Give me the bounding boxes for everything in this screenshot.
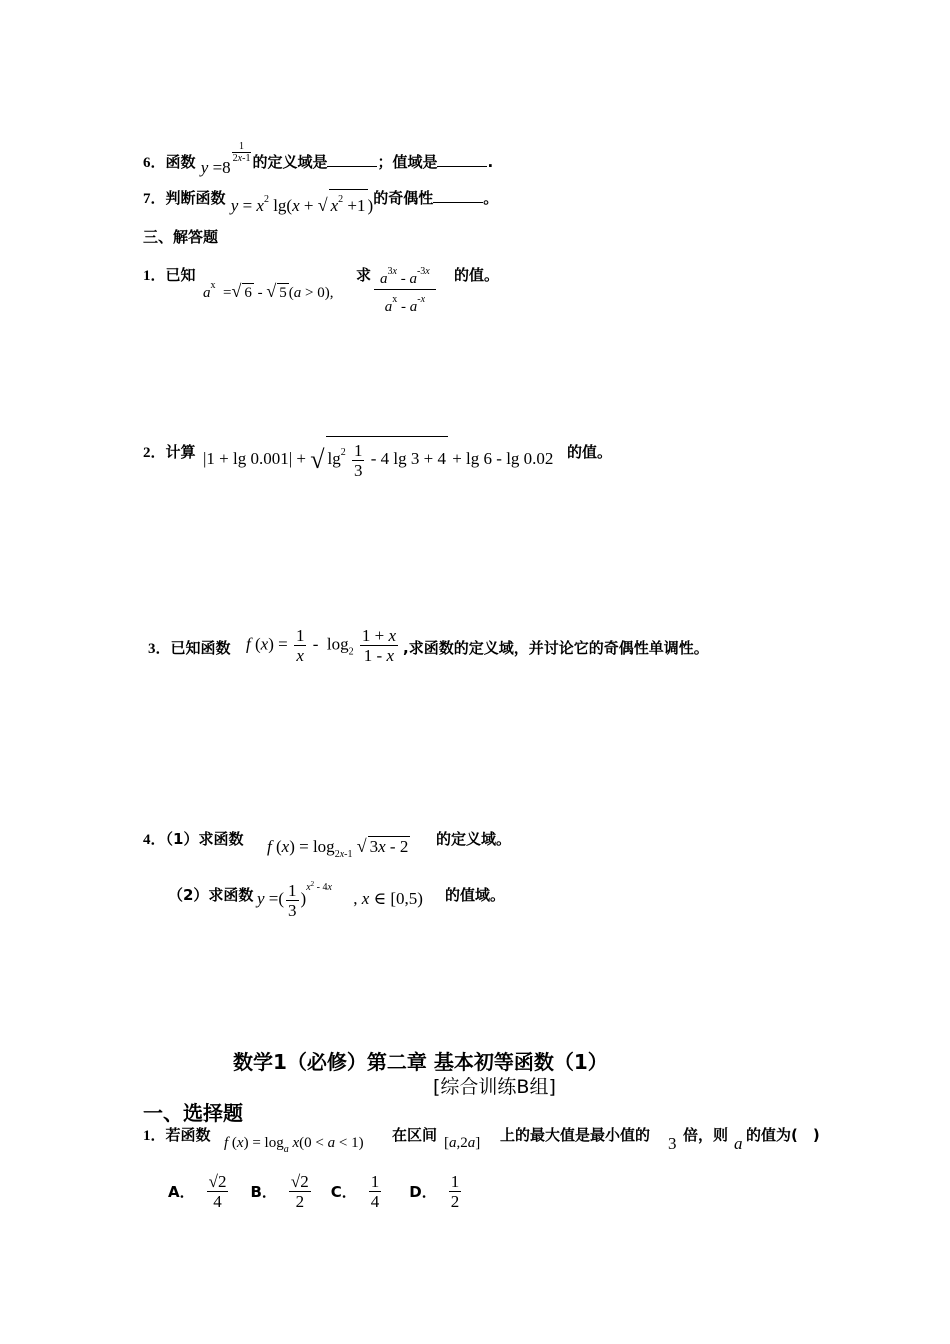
option-a-value[interactable]: $\frac{√2}{4}$: [208, 1172, 227, 1211]
formula-a4-1: f $(x) = \log_{2x-1}$ √ 3x - 2: [267, 836, 409, 860]
answer-question-3: 3．已知函数: [148, 639, 231, 657]
section-heading: 三、解答题: [143, 228, 219, 246]
answer-question-1: 1．已知: [143, 266, 196, 284]
a1-post: 的值。: [454, 266, 500, 284]
answer-blank[interactable]: [437, 152, 487, 167]
b1-var-a: a: [734, 1134, 743, 1153]
option-b-label[interactable]: B．: [250, 1182, 277, 1201]
b1-post: 的值为( ): [746, 1126, 820, 1144]
question-6: 6．函数 y =8 $\frac{1}{2x-1}$ 的定义域是 ；值域是 .: [143, 141, 494, 177]
answer-blank[interactable]: [327, 152, 377, 167]
answer-question-2: 2．计算: [143, 443, 196, 461]
answer-blank[interactable]: [433, 188, 483, 203]
formula-a1-expr: $\frac{a^{3x} - a^{-3x}}{a^x - a^{-x}}$: [372, 262, 438, 317]
a4-part2: （2）求函数: [168, 886, 254, 904]
a3-post: ,求函数的定义域，并讨论它的奇偶性单调性。: [403, 639, 709, 657]
option-d-label[interactable]: D．: [409, 1182, 437, 1201]
option-d-value[interactable]: $\frac{1}{2}$: [450, 1172, 460, 1211]
a2-post: 的值。: [567, 443, 613, 461]
option-c-value[interactable]: $\frac{1}{4}$: [370, 1172, 380, 1211]
b1-mid: 在区间: [392, 1126, 438, 1144]
formula-q6: y =8 $\frac{1}{2x-1}$: [200, 141, 251, 177]
option-a-label[interactable]: A．: [168, 1182, 195, 1201]
formula-a4-2: y =( $\frac{1}{3}$ )$^{x^2 - 4x}$ , x ∈ [0,5): [257, 880, 423, 920]
a4-p2-post: 的值域。: [445, 886, 506, 904]
options-row: [168, 1172, 463, 1211]
a4-p1-post: 的定义域。: [436, 830, 512, 848]
b1-three: 3: [668, 1134, 677, 1153]
answer-question-4: 4．（1）求函数: [143, 830, 244, 848]
b1-mid3: 倍，则: [683, 1126, 729, 1144]
option-b-value[interactable]: $\frac{√2}{2}$: [290, 1172, 309, 1211]
formula-a3: f (x) = $\frac{1}{x}$ - $\log_2$ $\frac{1 + x}{1 - x}$: [246, 626, 396, 665]
b1-mid2: 上的最大值是最小值的: [500, 1126, 651, 1144]
ask-label: 求: [356, 266, 372, 284]
chapter-title: 数学1（必修）第二章 基本初等函数（1）: [233, 1050, 608, 1074]
question-7: 7．判断函数 $y = x^2$ lg(x + √ $x^2 +1$ )的奇偶性 。: [143, 189, 499, 215]
chapter-subtitle: [综合训练B组]: [433, 1076, 556, 1098]
formula-q7: $y = x^2$ lg(x + √ $x^2 +1$ ): [231, 196, 373, 215]
formula-b1-interval: [a,2a]: [444, 1135, 481, 1151]
choice-question-1: 1．若函数: [143, 1126, 211, 1144]
formula-a2: |1 + lg 0.001| + √ $\lg^2$ $\frac{1}{3}$ - 4 lg 3 + 4 + lg 6 - lg 0.02: [203, 436, 553, 480]
section-heading: 一、选择题: [143, 1101, 243, 1125]
formula-b1: f $(x) = \log_a x(0 < a < 1)$: [224, 1135, 364, 1155]
formula-a1-given: $a^x$ =√ 6 - √ 5 (a > 0),: [203, 280, 334, 301]
option-c-label[interactable]: C．: [330, 1182, 357, 1201]
